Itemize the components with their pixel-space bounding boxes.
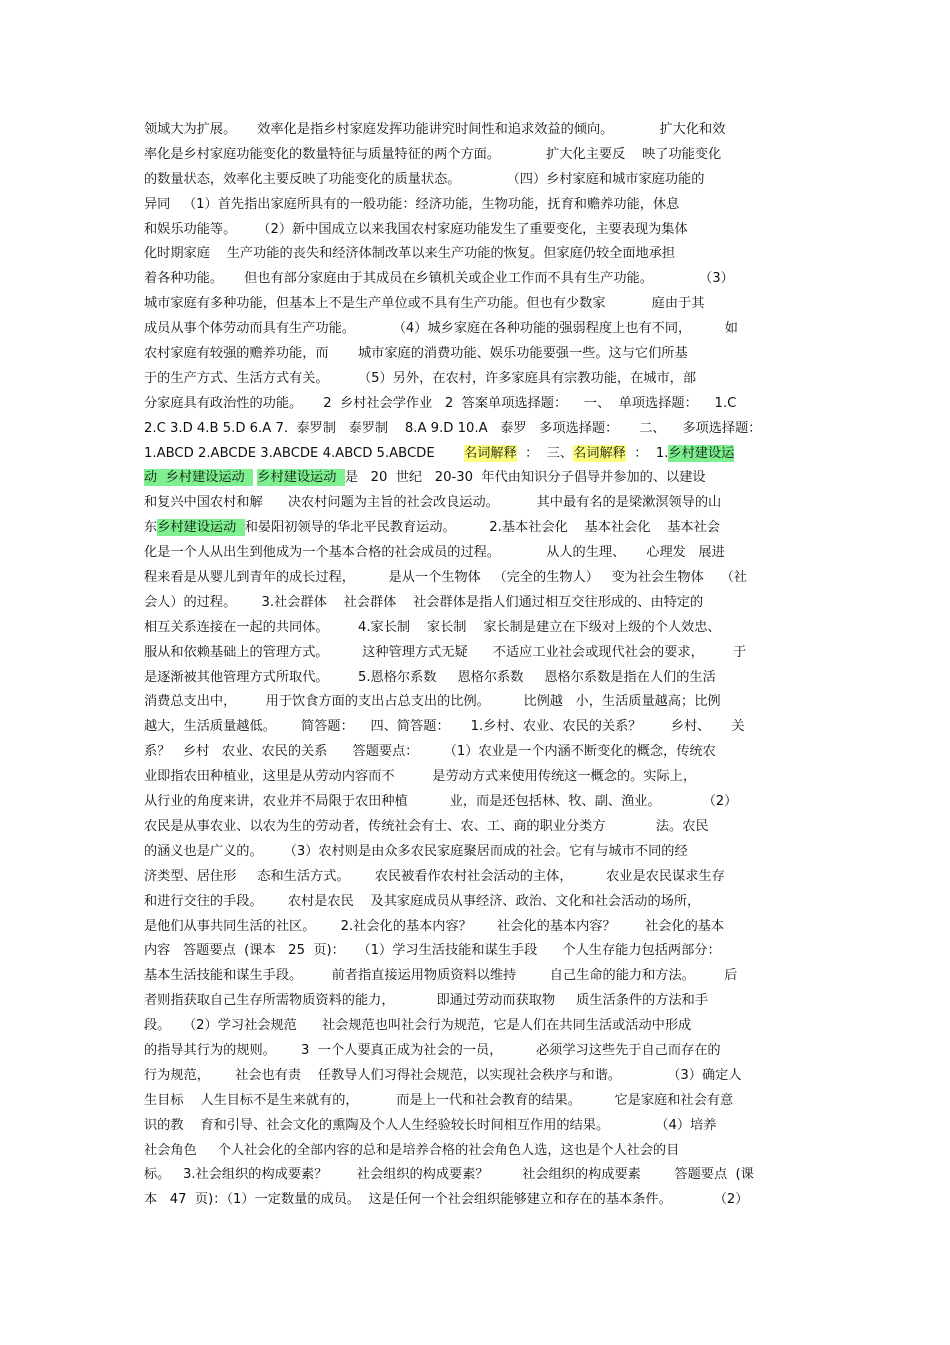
text-segment: 成员从事个体劳动而具有生产功能。 （4）城乡家庭在各种功能的强弱程度上也有不同， 如 — [144, 321, 738, 337]
text-segment: 率化是乡村家庭功能变化的数量特征与质量特征的两个方面。 扩大化主要反 映了功能变化 — [144, 146, 722, 162]
text-line — [144, 466, 810, 491]
text-segment: ： 1. — [625, 445, 669, 461]
text-line — [144, 840, 810, 865]
text-line — [144, 566, 810, 591]
text-line — [144, 193, 810, 218]
text-segment: 化是一个人从出生到他成为一个基本合格的社会成员的过程。 从人的生理、 心理发 展进 — [144, 545, 725, 561]
text-segment: 异同 （1）首先指出家庭所具有的一般功能：经济功能，生物功能，抚育和赡养功能，休息 — [144, 196, 680, 212]
text-segment: 基本生活技能和谋生手段。 前者指直接运用物质资料以维持 自己生命的能力和方法。 后 — [144, 968, 738, 984]
text-line — [144, 342, 810, 367]
text-segment: 城市家庭有多种功能，但基本上不是生产单位或不具有生产功能。但也有少数家 庭由于其 — [144, 296, 705, 312]
text-line — [144, 417, 810, 442]
text-segment: 的数量状态，效率化主要反映了功能变化的质量状态。 （四）乡村家庭和城市家庭功能的 — [144, 171, 705, 187]
text-line — [144, 939, 810, 964]
text-segment: 识的教 育和引导、社会文化的熏陶及个人人生经验较长时间相互作用的结果。 （4）培养 — [144, 1117, 717, 1133]
highlighted-term: 名词解释 — [573, 445, 626, 461]
text-segment: 程来看是从婴儿到青年的成长过程， 是从一个生物体 （完全的生物人） 变为社会生物体 （社 — [144, 570, 747, 586]
text-segment: 生目标 人生目标不是生来就有的， 而是上一代和社会教育的结果。 它是家庭和社会有意 — [144, 1092, 734, 1108]
text-segment: 分家庭具有政治性的功能。 2 乡村社会学作业 2 答案单项选择题： 一、 单项选择题： 1.C — [144, 395, 737, 411]
text-line — [144, 715, 810, 740]
text-segment: 2.C 3.D 4.B 5.D 6.A 7. 泰罗制 泰罗制 8.A 9.D 10.A 泰罗 多项选择题： 二、 多项选择题： — [144, 420, 762, 436]
highlighted-term: 乡村建设运动 — [157, 520, 245, 536]
text-line — [144, 1188, 810, 1213]
text-line — [144, 591, 810, 616]
text-segment: 本 47 页)：（1）一定数量的成员。 这是任何一个社会组织能够建立和存在的基本条件。 （2） — [144, 1192, 749, 1208]
text-segment: 和复兴中国农村和解 决农村问题为主旨的社会改良运动。 其中最有名的是梁漱溟领导的山 — [144, 495, 722, 511]
text-segment: 济类型、居住形 态和生活方式。 农民被看作农村社会活动的主体， 农业是农民谋求生存 — [144, 868, 725, 884]
text-segment: 内容 答题要点 (课本 25 页)： （1）学习生活技能和谋生手段 个人生存能力包括两部分： — [144, 943, 721, 959]
text-segment: 行为规范， 社会也有责 任教导人们习得社会规范，以实现社会秩序与和谐。 （3）确定人 — [144, 1067, 742, 1083]
text-segment: 和晏阳初领导的华北平民教育运动。 2.基本社会化 基本社会化 基本社会 — [244, 520, 720, 536]
text-segment: 服从和依赖基础上的管理方式。 这种管理方式无疑 不适应工业社会或现代社会的要求， 于 — [144, 644, 747, 660]
text-line — [144, 442, 810, 467]
text-line — [144, 915, 810, 940]
text-line — [144, 964, 810, 989]
text-line — [144, 292, 810, 317]
text-line — [144, 218, 810, 243]
text-line — [144, 491, 810, 516]
text-line — [144, 242, 810, 267]
text-line — [144, 641, 810, 666]
text-line — [144, 1139, 810, 1164]
text-line — [144, 616, 810, 641]
text-segment: 社会角色 个人社会化的全部内容的总和是培养合格的社会角色人选，这也是个人社会的目 — [144, 1142, 680, 1158]
text-line — [144, 890, 810, 915]
text-segment: 是 20 世纪 20-30 年代由知识分子倡导并参加的、以建设 — [344, 470, 706, 486]
text-segment: 系？ 乡村 农业、农民的关系 答题要点： （1）农业是一个内涵不断变化的概念，传统农 — [144, 744, 716, 760]
text-segment: 从行业的角度来讲，农业并不局限于农田种植 业，而是还包括林、牧、副、渔业。 （2） — [144, 794, 738, 810]
text-segment: 和娱乐功能等。 （2）新中国成立以来我国农村家庭功能发生了重要变化，主要表现为集体 — [144, 221, 688, 237]
text-line — [144, 367, 810, 392]
text-segment: 着各种功能。 但也有部分家庭由于其成员在乡镇机关或企业工作而不具有生产功能。 （3） — [144, 271, 734, 287]
text-segment: 1.ABCD 2.ABCDE 3.ABCDE 4.ABCD 5.ABCDE — [144, 445, 465, 461]
text-segment: 标。 3.社会组织的构成要素？ 社会组织的构成要素？ 社会组织的构成要素 答题要点 (课 — [144, 1167, 754, 1183]
text-segment: 消费总支出中， 用于饮食方面的支出占总支出的比例。 比例越 小，生活质量越高；比例 — [144, 694, 721, 710]
text-segment: 东 — [144, 520, 158, 536]
text-line — [144, 790, 810, 815]
text-segment: 者则指获取自己生存所需物质资料的能力， 即通过劳动而获取物 质生活条件的方法和手 — [144, 993, 709, 1009]
text-line — [144, 118, 810, 143]
text-segment: 领域大为扩展。 效率化是指乡村家庭发挥功能讲究时间性和追求效益的倾向。 扩大化和效 — [144, 122, 726, 137]
text-line — [144, 143, 810, 168]
text-segment: 农民是从事农业、以农为生的劳动者，传统社会有士、农、工、商的职业分类方 法。农民 — [144, 818, 709, 834]
highlighted-term: 乡村建设运动 — [257, 470, 345, 486]
text-line — [144, 392, 810, 417]
text-line — [144, 1064, 810, 1089]
text-segment: 是他们从事共同生活的社区。 2.社会化的基本内容？ 社会化的基本内容？ 社会化的基本 — [144, 918, 725, 934]
text-segment: 化时期家庭 生产功能的丧失和经济体制改革以来生产功能的恢复。但家庭仍较全面地承担 — [144, 246, 676, 262]
text-line — [144, 516, 810, 541]
text-line — [144, 865, 810, 890]
text-segment: 段。 （2）学习社会规范 社会规范也叫社会行为规范，它是人们在共同生活或活动中形成 — [144, 1018, 692, 1034]
text-segment: 会人）的过程。 3.社会群体 社会群体 社会群体是指人们通过相互交往形成的、由特定的 — [144, 594, 704, 610]
text-segment: 的涵义也是广义的。 （3）农村则是由众多农民家庭聚居而成的社会。它有与城市不同的经 — [144, 843, 688, 859]
text-line — [144, 690, 810, 715]
text-segment: ： 三、 — [516, 445, 574, 461]
text-line — [144, 1163, 810, 1188]
text-line — [144, 815, 810, 840]
highlighted-term: 名词解释 — [464, 445, 517, 461]
highlighted-term: 动 乡村建设运动 — [144, 470, 254, 486]
text-segment: 和进行交往的手段。 农村是农民 及其家庭成员从事经济、政治、文化和社会活动的场所， — [144, 893, 701, 909]
text-line — [144, 541, 810, 566]
body-text — [144, 118, 810, 1213]
text-line — [144, 1089, 810, 1114]
text-segment: 于的生产方式、生活方式有关。 （5）另外，在农村，许多家庭具有宗教功能，在城市，部 — [144, 370, 697, 386]
highlighted-term: 乡村建设运 — [668, 445, 735, 461]
text-line — [144, 765, 810, 790]
text-line — [144, 989, 810, 1014]
text-line — [144, 267, 810, 292]
text-line — [144, 740, 810, 765]
text-segment: 业即指农田种植业，这里是从劳动内容而不 是劳动方式来使用传统这一概念的。实际上， — [144, 769, 697, 785]
text-line — [144, 168, 810, 193]
text-line — [144, 1014, 810, 1039]
text-segment: 农村家庭有较强的赡养功能，而 城市家庭的消费功能、娱乐功能要强一些。这与它们所基 — [144, 346, 688, 362]
text-segment: 越大，生活质量越低。 简答题： 四、简答题： 1.乡村、农业、农民的关系？ 乡村、 关 — [144, 719, 745, 735]
text-line — [144, 1039, 810, 1064]
text-line — [144, 317, 810, 342]
text-line — [144, 1114, 810, 1139]
text-line — [144, 666, 810, 691]
text-segment: 是逐渐被其他管理方式所取代。 5.恩格尔系数 恩格尔系数 恩格尔系数是指在人们的生活 — [144, 669, 716, 685]
text-segment: 相互关系连接在一起的共同体。 4.家长制 家长制 家长制是建立在下级对上级的个人效忠、 — [144, 619, 721, 635]
text-segment: 的指导其行为的规则。 3 一个人要真正成为社会的一员， 必须学习这些先于自己而存在的 — [144, 1042, 721, 1058]
